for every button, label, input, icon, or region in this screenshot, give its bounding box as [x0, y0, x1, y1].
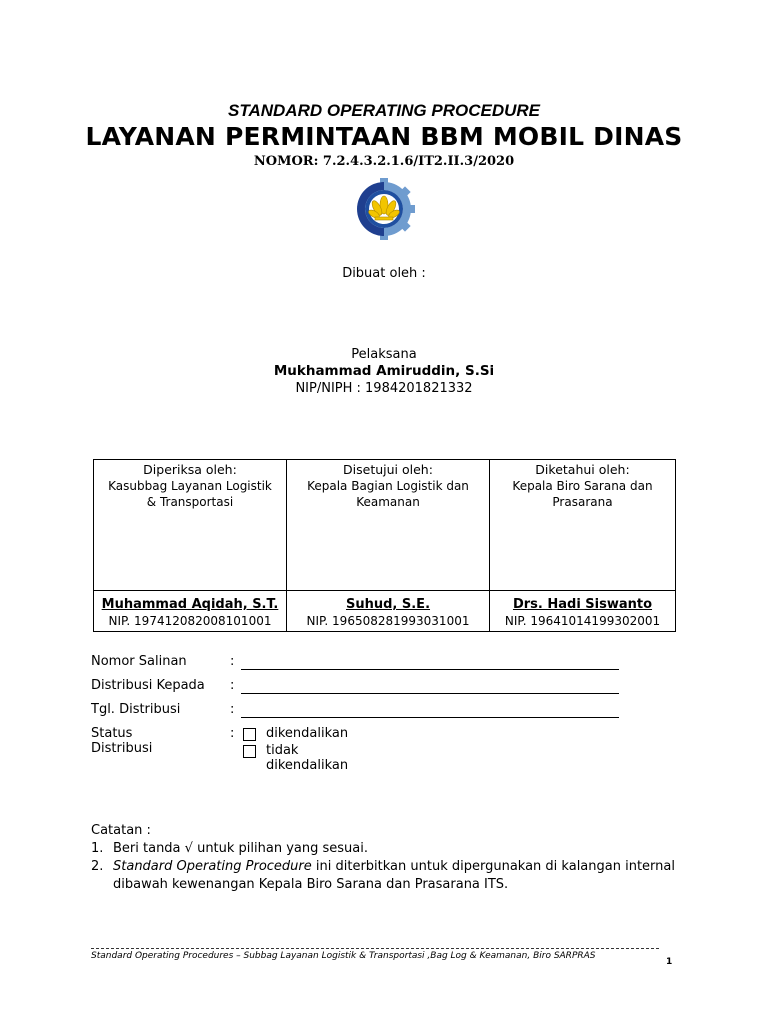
- note-number: 1.: [91, 841, 104, 856]
- tgl-distribusi-label: Tgl. Distribusi: [91, 702, 181, 717]
- signature-role: Keamanan: [356, 495, 420, 509]
- note-number: 2.: [91, 859, 104, 874]
- note-emphasis: Standard Operating Procedure: [113, 859, 312, 874]
- signature-header: Disetujui oleh:: [343, 462, 433, 477]
- notes-title: Catatan :: [91, 823, 151, 838]
- signatory-name: Suhud, S.E.: [287, 591, 490, 614]
- signature-role: Kasubbag Layanan Logistik: [108, 479, 272, 493]
- distribusi-kepada-field[interactable]: [241, 693, 619, 694]
- signature-table: [93, 459, 676, 632]
- signatory-nip: NIP. 197412082008101001: [94, 613, 287, 632]
- page-number: 1: [666, 957, 673, 967]
- signatory-nip: NIP. 19641014199302001: [490, 613, 676, 632]
- document-subtitle: STANDARD OPERATING PROCEDURE: [228, 101, 540, 120]
- colon: :: [230, 702, 235, 717]
- creator-role: Pelaksana: [351, 347, 417, 362]
- signature-cell-acknowledged: [490, 460, 676, 591]
- signature-role: Kepala Bagian Logistik dan: [307, 479, 469, 493]
- signature-cell-checked: [94, 460, 287, 591]
- colon: :: [230, 678, 235, 693]
- footer-divider: [91, 948, 659, 949]
- its-logo-icon: [345, 178, 423, 240]
- signature-role: Prasarana: [552, 495, 613, 509]
- distribusi-kepada-label: Distribusi Kepada: [91, 678, 205, 693]
- notes-section: [91, 822, 675, 894]
- note-text: Beri tanda √ untuk pilihan yang sesuai.: [113, 841, 368, 856]
- document-title: LAYANAN PERMINTAAN BBM MOBIL DINAS: [85, 122, 683, 151]
- note-item: [91, 858, 675, 894]
- creator-nip: NIP/NIPH : 1984201821332: [295, 381, 473, 396]
- dikendalikan-checkbox[interactable]: [243, 728, 256, 741]
- signature-role: Kepala Biro Sarana dan: [512, 479, 653, 493]
- colon: :: [230, 654, 235, 669]
- created-by-label: Dibuat oleh :: [342, 266, 426, 281]
- nomor-salinan-label: Nomor Salinan: [91, 654, 187, 669]
- footer-text: Standard Operating Procedures – Subbag Layanan Logistik & Transportasi ,Bag Log & Keamanan, Biro SARPRAS: [91, 951, 596, 961]
- signature-role: & Transportasi: [146, 495, 234, 509]
- signatory-nip: NIP. 196508281993031001: [287, 613, 490, 632]
- note-text: ini diterbitkan untuk dipergunakan di kalangan internal dibawah kewenangan Kepala Biro Sarana dan Prasarana ITS.: [113, 859, 675, 892]
- signature-header: Diperiksa oleh:: [143, 462, 237, 477]
- signature-cell-approved: [287, 460, 490, 591]
- signatory-name: Drs. Hadi Siswanto: [490, 591, 676, 614]
- document-number: NOMOR: 7.2.4.3.2.1.6/IT2.II.3/2020: [253, 154, 515, 169]
- status-distribusi-label: Status Distribusi: [91, 726, 153, 756]
- tidak-dikendalikan-checkbox[interactable]: [243, 745, 256, 758]
- colon: :: [230, 726, 235, 741]
- signature-header: Diketahui oleh:: [535, 462, 630, 477]
- nomor-salinan-field[interactable]: [241, 669, 619, 670]
- dikendalikan-label: dikendalikan: [266, 726, 349, 741]
- note-item: [91, 840, 675, 858]
- signatory-name: Muhammad Aqidah, S.T.: [94, 591, 287, 614]
- creator-name: Mukhammad Amiruddin, S.Si: [273, 363, 495, 379]
- tidak-dikendalikan-label: tidak dikendalikan: [266, 743, 349, 773]
- tgl-distribusi-field[interactable]: [241, 717, 619, 718]
